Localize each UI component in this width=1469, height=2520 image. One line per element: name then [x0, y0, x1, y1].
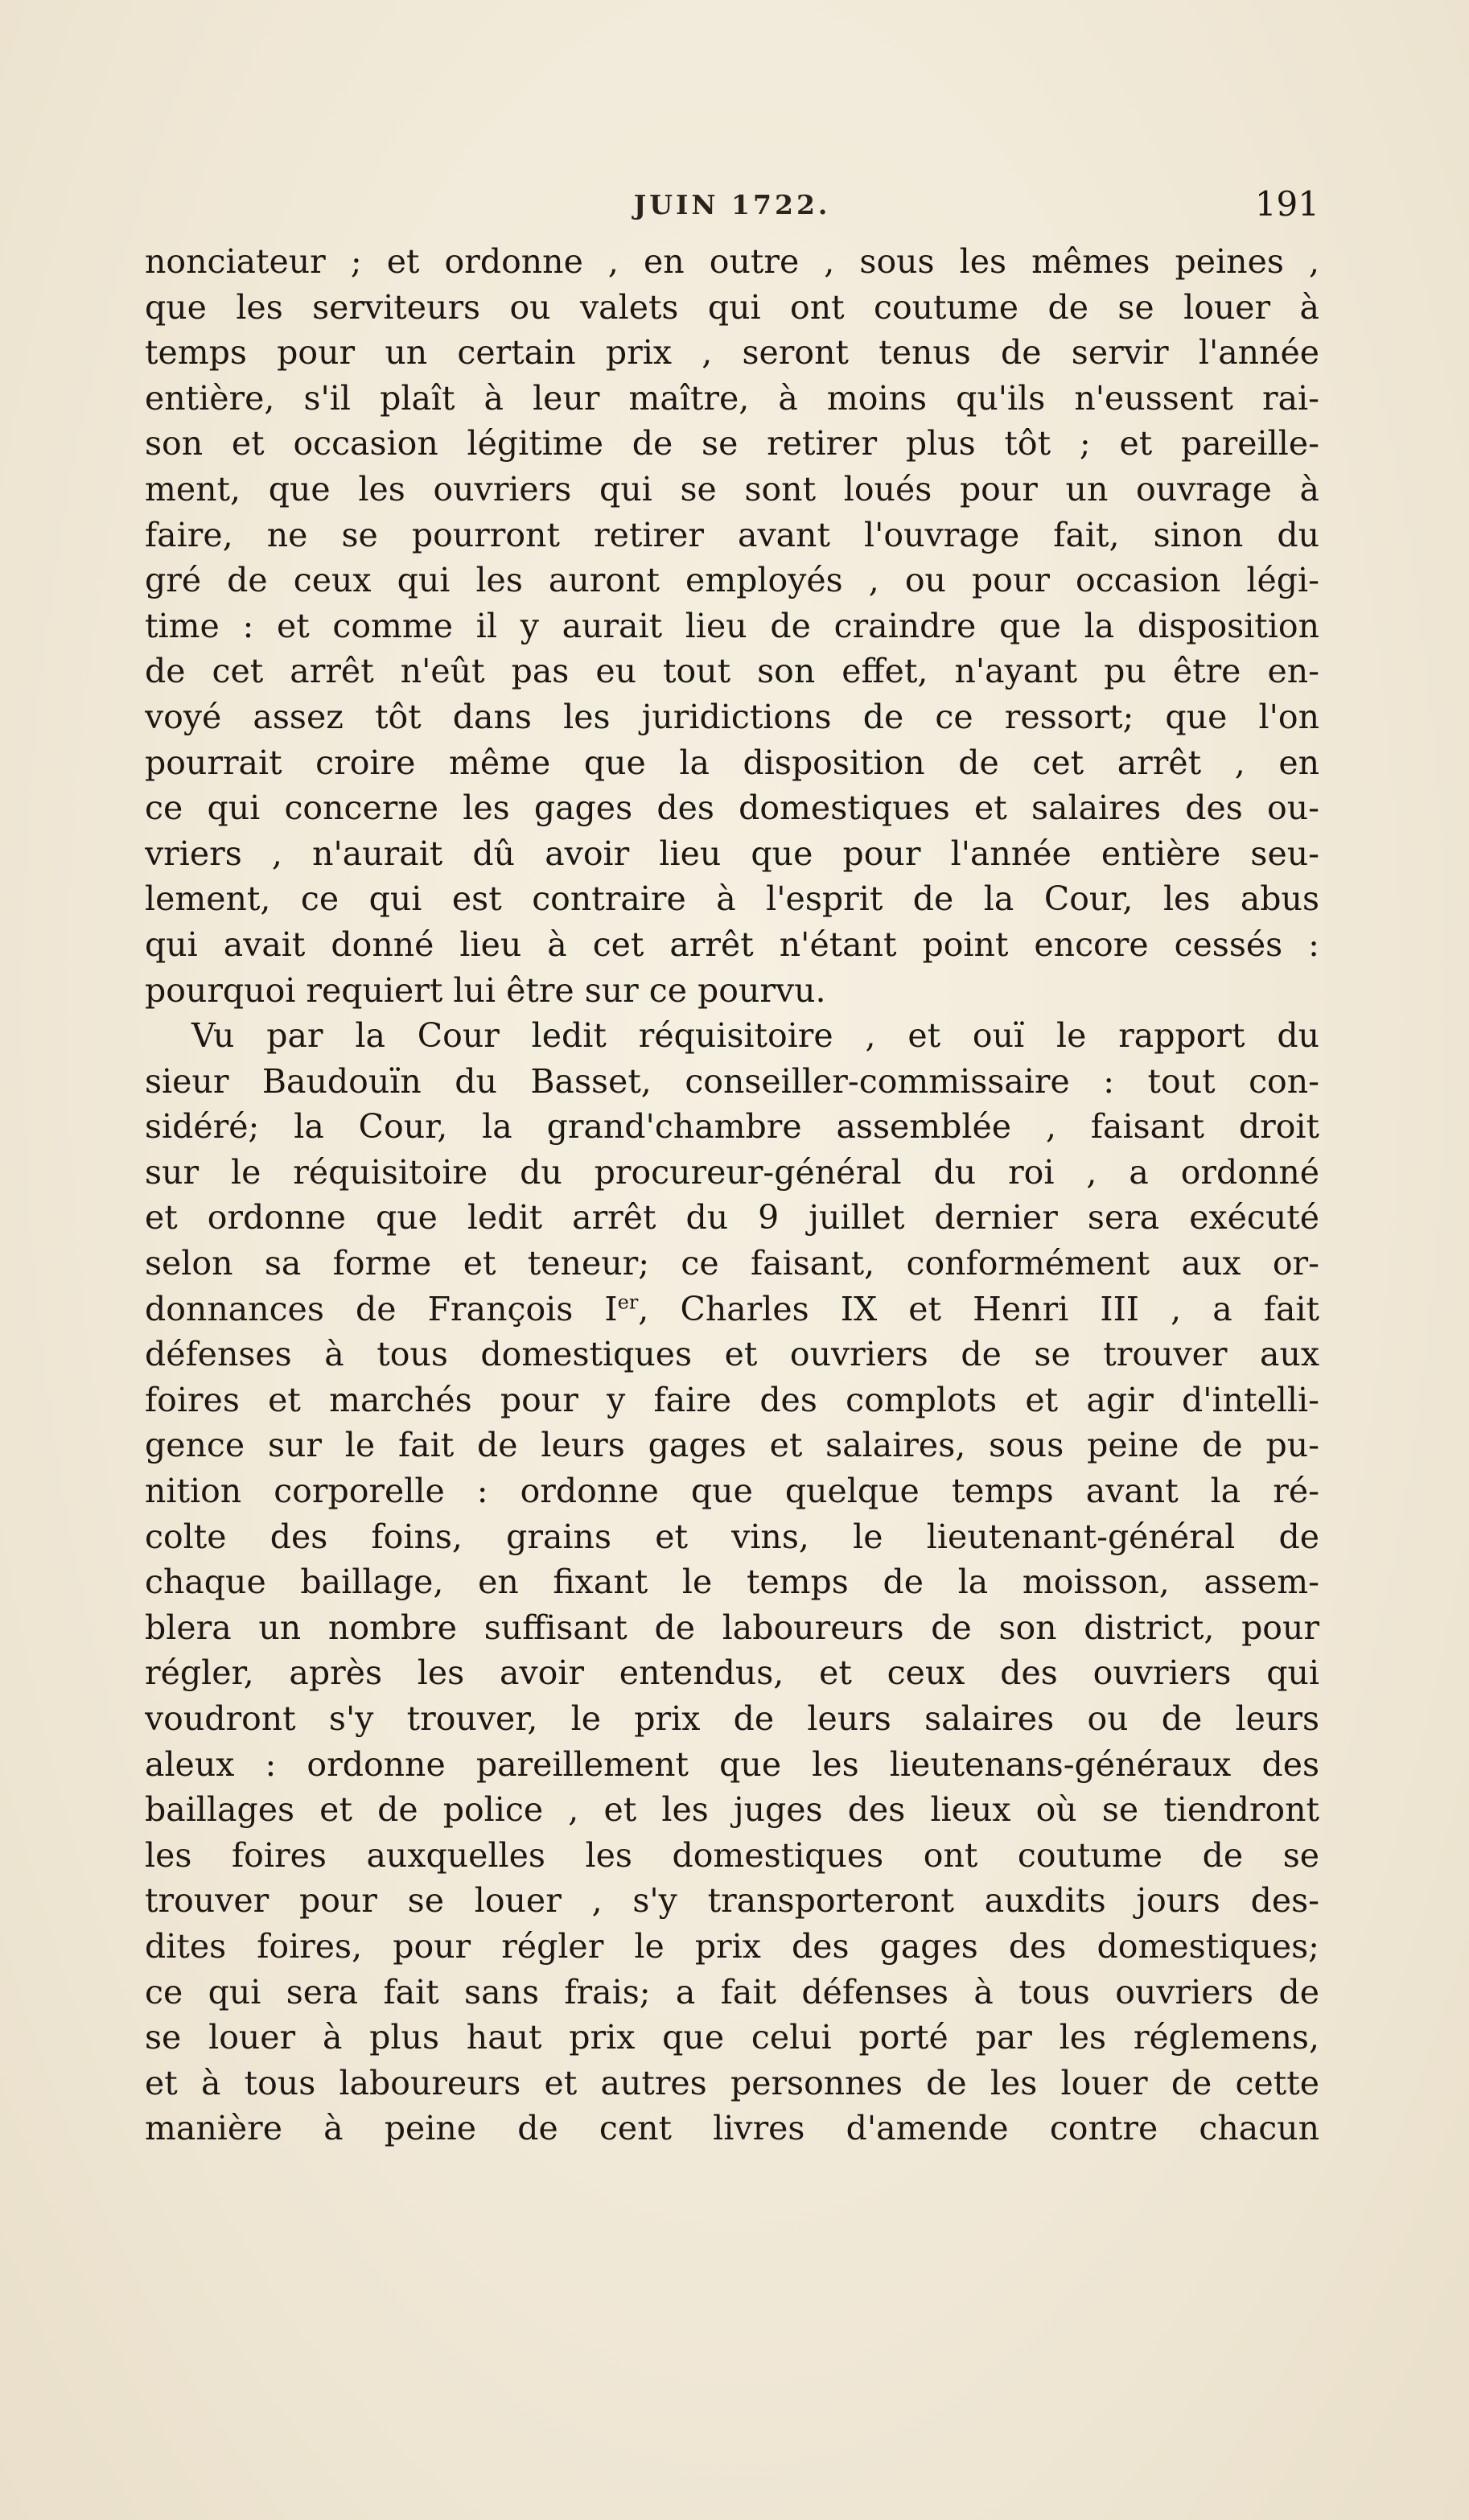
text-line: pourrait croire même que la disposition de cet arrêt , en: [145, 743, 1319, 782]
running-title: JUIN 1722.: [633, 189, 831, 220]
text-line: aleux : ordonne pareillement que les lieutenans-généraux des: [145, 1744, 1319, 1784]
text-line: nition corporelle : ordonne que quelque temps avant la ré-: [145, 1472, 1319, 1511]
text-line: trouver pour se louer , s'y transporteront auxdits jours des-: [145, 1881, 1319, 1921]
text-line: selon sa forme et teneur; ce faisant, conformément aux or-: [145, 1244, 1319, 1283]
text-line: nonciateur ; et ordonne , en outre , sous les mêmes peines ,: [145, 242, 1319, 281]
text-line: et à tous laboureurs et autres personnes de les louer de cette: [145, 2063, 1319, 2102]
text-line: de cet arrêt n'eût pas eu tout son effet, n'ayant pu être en-: [145, 652, 1319, 691]
text-line: sur le réquisitoire du procureur-général du roi , a ordonné: [145, 1152, 1319, 1192]
para2-rest: [145, 1332, 1319, 2151]
text-line: [145, 1287, 1319, 1332]
text-line: gence sur le fait de leurs gages et salaires, sous peine de pu-: [145, 1426, 1319, 1465]
text-line: ce qui sera fait sans frais; a fait défenses à tous ouvriers de: [145, 1972, 1319, 2011]
paragraph-2: [145, 1013, 1319, 2151]
text-line: voudront s'y trouver, le prix de leurs salaires ou de leurs: [145, 1699, 1319, 1738]
text-line: ment, que les ouvriers qui se sont loués pour un ouvrage à: [145, 469, 1319, 509]
text-line: colte des foins, grains et vins, le lieutenant-général de: [145, 1517, 1319, 1556]
text-line: pourquoi requiert lui être sur ce pourvu.: [145, 970, 826, 1010]
text-line: manière à peine de cent livres d'amende contre chacun: [145, 2109, 1319, 2148]
text-line: qui avait donné lieu à cet arrêt n'étant point encore cessés :: [145, 924, 1319, 964]
text-line: gré de ceux qui les auront employés , ou pour occasion légi-: [145, 561, 1319, 600]
text-line: sieur Baudouïn du Basset, conseiller-commissaire : tout con-: [145, 1061, 1319, 1101]
text-line: régler, après les avoir entendus, et ceux des ouvriers qui: [145, 1653, 1319, 1693]
text-line: lement, ce qui est contraire à l'esprit de la Cour, les abus: [145, 879, 1319, 919]
text-line: ce qui concerne les gages des domestiques et salaires des ou-: [145, 789, 1319, 828]
body-text: [145, 239, 1319, 2151]
text-line: faire, ne se pourront retirer avant l'ouvrage fait, sinon du: [145, 515, 1319, 554]
text-line: baillages et de police , et les juges des lieux où se tiendront: [145, 1790, 1319, 1830]
text-line: blera un nombre suffisant de laboureurs de son district, pour: [145, 1608, 1319, 1647]
text-line: Vu par la Cour ledit réquisitoire , et ouï le rapport du: [191, 1016, 1319, 1056]
page-header: [145, 184, 1319, 229]
page-number: 191: [1254, 184, 1319, 224]
text-line: les foires auxquelles les domestiques ont coutume de se: [145, 1835, 1319, 1875]
text-line: chaque baillage, en fixant le temps de la moisson, assem-: [145, 1563, 1319, 1602]
text-line: vriers , n'aurait dû avoir lieu que pour l'année entière seu-: [145, 834, 1319, 873]
para2-head: [145, 1013, 1319, 1287]
text-line: que les serviteurs ou valets qui ont coutume de se louer à: [145, 287, 1319, 327]
text-line: foires et marchés pour y faire des complots et agir d'intelli-: [145, 1380, 1319, 1419]
text-line: dites foires, pour régler le prix des gages des domestiques;: [145, 1926, 1319, 1966]
text-line: entière, s'il plaît à leur maître, à moins qu'ils n'eussent rai-: [145, 378, 1319, 418]
text-line: et ordonne que ledit arrêt du 9 juillet dernier sera exécuté: [145, 1198, 1319, 1237]
text-line: son et occasion légitime de se retirer plus tôt ; et pareille-: [145, 424, 1319, 463]
superscript: er: [617, 1291, 639, 1313]
paragraph-1: [145, 239, 1319, 1013]
text-line: time : et comme il y aurait lieu de craindre que la disposition: [145, 606, 1319, 645]
text-line: sidéré; la Cour, la grand'chambre assemblée , faisant droit: [145, 1107, 1319, 1147]
text-line: se louer à plus haut prix que celui porté par les réglemens,: [145, 2018, 1319, 2057]
text-line: temps pour un certain prix , seront tenus de servir l'année: [145, 333, 1319, 373]
text-line: voyé assez tôt dans les juridictions de ce ressort; que l'on: [145, 697, 1319, 736]
text-fragment: , Charles IX et Henri III , a fait: [638, 1289, 1319, 1328]
text-fragment: donnances de François I: [145, 1289, 618, 1328]
text-line: défenses à tous domestiques et ouvriers de se trouver aux: [145, 1335, 1319, 1374]
